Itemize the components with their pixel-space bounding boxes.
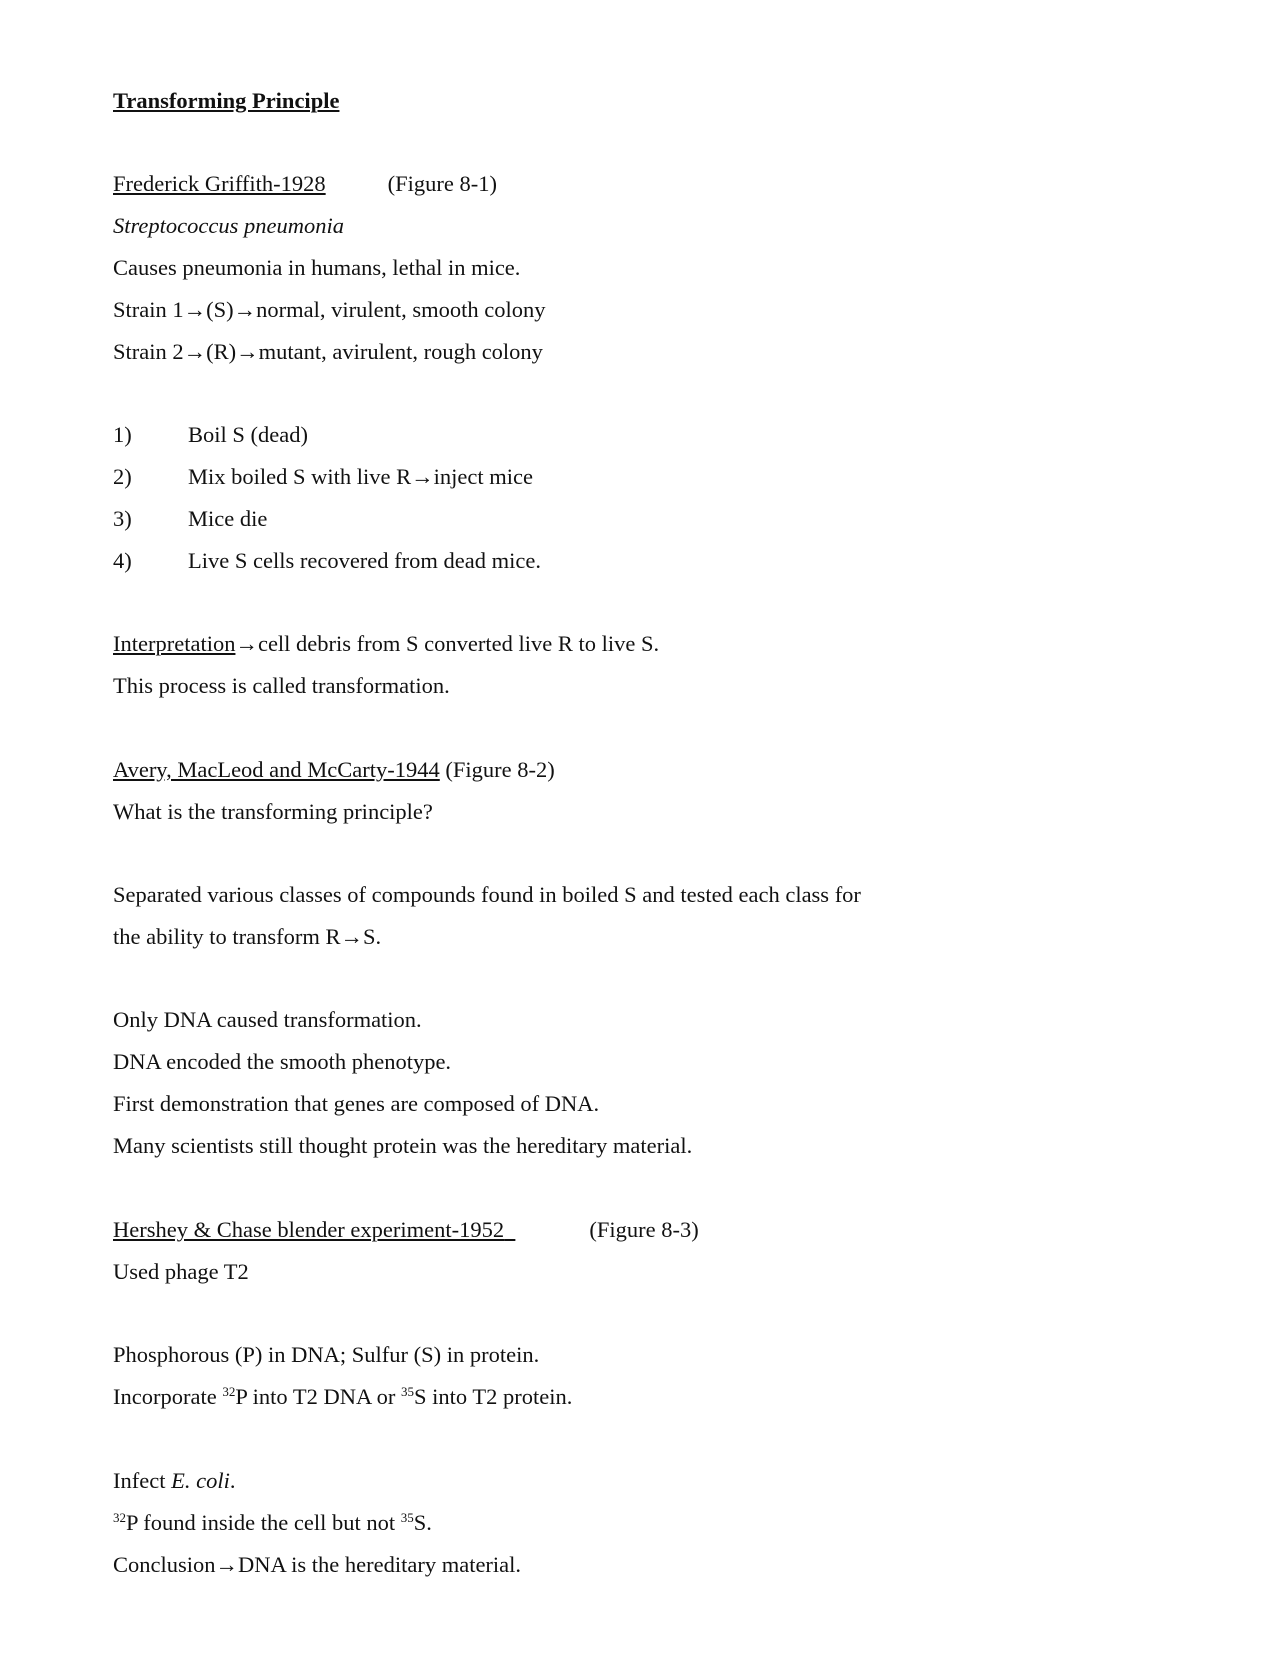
hershey-elements: Phosphorous (P) in DNA; Sulfur (S) in protein. [113,1342,540,1367]
avery-heading: Avery, MacLeod and McCarty-1944 [113,757,440,782]
avery-para-line2: the ability to transform R→S. [113,924,382,949]
hershey-phage: Used phage T2 [113,1259,249,1284]
infect-organism: E. coli [171,1468,230,1493]
isotope-35-superscript: 35 [400,1510,414,1525]
avery-figure-ref: (Figure 8-2) [445,757,555,782]
hershey-figure-ref: (Figure 8-3) [589,1217,699,1242]
griffith-figure-ref: (Figure 8-1) [387,171,498,196]
step-item [113,504,267,534]
infect-text-c: . [229,1468,236,1493]
isotope-35-superscript: 35 [400,1384,414,1399]
hershey-heading-line [113,1215,699,1245]
interpretation-text: →cell debris from S converted live R to live S. [235,631,660,656]
hershey-conclusion: Conclusion→DNA is the hereditary material. [113,1552,522,1577]
hershey-found [113,1508,432,1538]
avery-finding: DNA encoded the smooth phenotype. [113,1049,452,1074]
incorporate-text-b: P into T2 DNA or [235,1384,401,1409]
page-title: Transforming Principle [113,88,340,113]
step-text: Mice die [188,506,268,531]
isotope-32-superscript: 32 [113,1510,126,1525]
interpretation-line [113,629,659,659]
step-item [113,462,533,492]
hershey-heading: Hershey & Chase blender experiment-1952 [113,1217,505,1242]
avery-heading-line [113,755,555,785]
hershey-infect [113,1466,235,1496]
griffith-heading-line [113,169,497,199]
avery-finding: Many scientists still thought protein was the hereditary material. [113,1133,693,1158]
griffith-line1: Causes pneumonia in humans, lethal in mice. [113,255,521,280]
avery-finding: Only DNA caused transformation. [113,1007,422,1032]
incorporate-text-a: Incorporate [113,1384,223,1409]
isotope-32-superscript: 32 [222,1384,236,1399]
avery-para-line1: Separated various classes of compounds found in boiled S and tested each class for [113,882,861,907]
griffith-strain2: Strain 2→(R)→mutant, avirulent, rough colony [113,339,543,364]
process-line: This process is called transformation. [113,673,450,698]
griffith-strain1: Strain 1→(S)→normal, virulent, smooth colony [113,297,546,322]
step-text: Live S cells recovered from dead mice. [188,548,541,573]
step-number: 1) [113,422,132,447]
step-number: 3) [113,506,132,531]
step-number: 4) [113,548,132,573]
step-number: 2) [113,464,132,489]
found-text-a: P found inside the cell but not [126,1510,401,1535]
avery-question: What is the transforming principle? [113,799,433,824]
griffith-organism: Streptococcus pneumonia [113,213,344,238]
interpretation-label: Interpretation [113,631,236,656]
hershey-incorporate [113,1382,572,1412]
avery-finding: First demonstration that genes are composed of DNA. [113,1091,600,1116]
found-text-b: S. [413,1510,432,1535]
step-item [113,546,541,576]
step-text: Boil S (dead) [188,422,308,447]
incorporate-text-c: S into T2 protein. [413,1384,573,1409]
infect-text-a: Infect [113,1468,172,1493]
step-item [113,420,308,450]
griffith-heading: Frederick Griffith-1928 [113,171,326,196]
step-text: Mix boiled S with live R→inject mice [188,464,533,489]
